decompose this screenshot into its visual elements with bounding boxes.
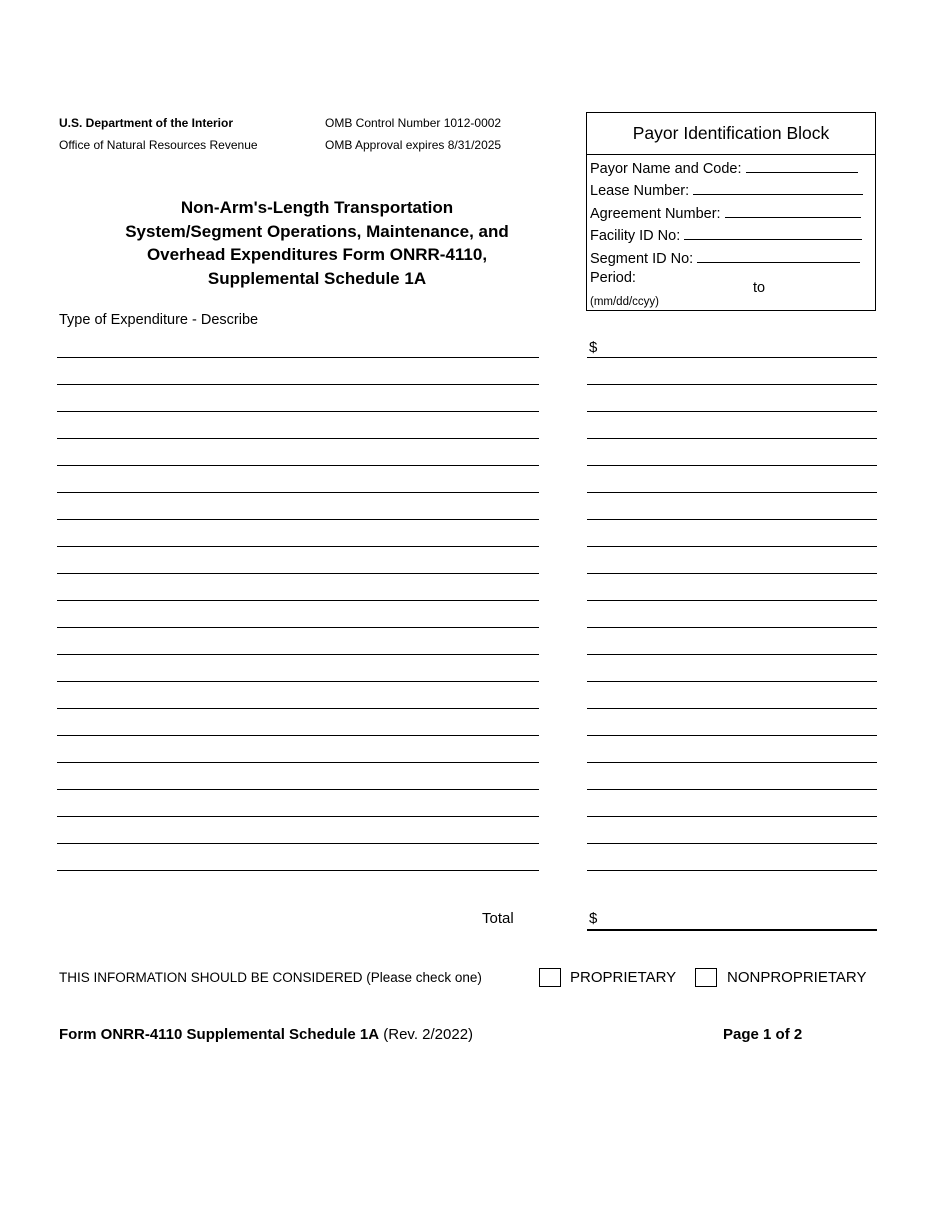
footer-form-name: Form ONRR-4110 Supplemental Schedule 1A [59, 1026, 380, 1043]
facility-id-label: Facility ID No: [590, 228, 681, 244]
expenditure-description-line[interactable] [57, 384, 539, 385]
expenditure-amount-line[interactable] [587, 870, 877, 871]
page-number: Page 1 of 2 [723, 1026, 803, 1043]
lease-number-label: Lease Number: [590, 183, 690, 199]
payor-name-row [590, 158, 858, 177]
expenditure-amount-line[interactable] [587, 519, 877, 520]
total-dollar-sign: $ [589, 910, 598, 927]
agreement-number-label: Agreement Number: [590, 206, 721, 222]
period-to-label: to [753, 280, 766, 296]
footer-revision: (Rev. 2/2022) [383, 1026, 474, 1043]
proprietary-checkbox[interactable] [539, 968, 561, 987]
period-date-format: (mm/dd/ccyy) [590, 296, 659, 308]
expenditure-description-line[interactable] [57, 573, 539, 574]
agreement-number-row [590, 203, 861, 222]
consideration-prompt: THIS INFORMATION SHOULD BE CONSIDERED (Please check one) [59, 970, 482, 985]
expenditure-description-line[interactable] [57, 438, 539, 439]
total-amount-field[interactable] [587, 929, 877, 931]
expenditure-description-line[interactable] [57, 600, 539, 601]
expenditure-amount-line[interactable] [587, 465, 877, 466]
amount-dollar-sign: $ [589, 339, 598, 356]
expenditure-amount-line[interactable] [587, 789, 877, 790]
payor-name-label: Payor Name and Code: [590, 161, 742, 177]
form-title-line-1: Non-Arm's-Length Transportation [180, 198, 454, 217]
expenditure-type-label: Type of Expenditure - Describe [59, 312, 259, 328]
expenditure-description-line[interactable] [57, 357, 539, 358]
expenditure-description-line[interactable] [57, 654, 539, 655]
expenditure-amount-line[interactable] [587, 411, 877, 412]
proprietary-label: PROPRIETARY [570, 969, 677, 986]
form-title-line-2: System/Segment Operations, Maintenance, and [125, 221, 509, 241]
agency-name: U.S. Department of the Interior [59, 116, 234, 130]
form-title-line-4: Supplemental Schedule 1A [207, 268, 427, 288]
expenditure-description-line[interactable] [57, 519, 539, 520]
expenditure-description-line[interactable] [57, 627, 539, 628]
nonproprietary-label: NONPROPRIETARY [727, 969, 867, 986]
expenditure-amount-line[interactable] [587, 384, 877, 385]
payor-identification-block [586, 112, 876, 311]
payor-block-heading: Payor Identification Block [587, 113, 875, 155]
segment-id-label: Segment ID No: [590, 251, 694, 267]
segment-id-field[interactable] [697, 248, 860, 263]
expenditure-amount-line[interactable] [587, 735, 877, 736]
expenditure-description-line[interactable] [57, 411, 539, 412]
omb-control-number: OMB Control Number 1012-0002 [325, 116, 502, 130]
form-title-line-3: Overhead Expenditures Form ONRR-4110, [146, 245, 488, 264]
expenditure-amount-line[interactable] [587, 357, 877, 358]
expenditure-amount-line[interactable] [587, 843, 877, 844]
expenditure-description-line[interactable] [57, 492, 539, 493]
lease-number-field[interactable] [693, 180, 863, 195]
expenditure-amount-line[interactable] [587, 600, 877, 601]
expenditure-amount-line[interactable] [587, 627, 877, 628]
expenditure-amount-line[interactable] [587, 762, 877, 763]
expenditure-description-line[interactable] [57, 546, 539, 547]
expenditure-description-line[interactable] [57, 816, 539, 817]
segment-id-row [590, 248, 860, 267]
payor-name-field[interactable] [746, 158, 858, 173]
expenditure-amount-line[interactable] [587, 546, 877, 547]
expenditure-description-line[interactable] [57, 843, 539, 844]
facility-id-row [590, 225, 862, 244]
nonproprietary-checkbox[interactable] [695, 968, 717, 987]
expenditure-amount-line[interactable] [587, 492, 877, 493]
expenditure-amount-line[interactable] [587, 708, 877, 709]
office-name: Office of Natural Resources Revenue [59, 138, 258, 152]
form-title [100, 196, 534, 290]
facility-id-field[interactable] [684, 225, 862, 240]
expenditure-description-line[interactable] [57, 465, 539, 466]
lease-number-row [590, 180, 863, 199]
expenditure-description-line[interactable] [57, 762, 539, 763]
expenditure-description-line[interactable] [57, 735, 539, 736]
expenditure-description-line[interactable] [57, 789, 539, 790]
expenditure-amount-line[interactable] [587, 654, 877, 655]
expenditure-amount-line[interactable] [587, 573, 877, 574]
expenditure-amount-line[interactable] [587, 816, 877, 817]
agreement-number-field[interactable] [725, 203, 861, 218]
form-footer [59, 1026, 473, 1043]
expenditure-description-line[interactable] [57, 708, 539, 709]
expenditure-description-line[interactable] [57, 870, 539, 871]
expenditure-amount-line[interactable] [587, 438, 877, 439]
expenditure-amount-line[interactable] [587, 681, 877, 682]
omb-expiration: OMB Approval expires 8/31/2025 [325, 138, 502, 152]
total-label: Total [482, 910, 514, 927]
expenditure-description-line[interactable] [57, 681, 539, 682]
period-label: Period: [590, 270, 636, 286]
